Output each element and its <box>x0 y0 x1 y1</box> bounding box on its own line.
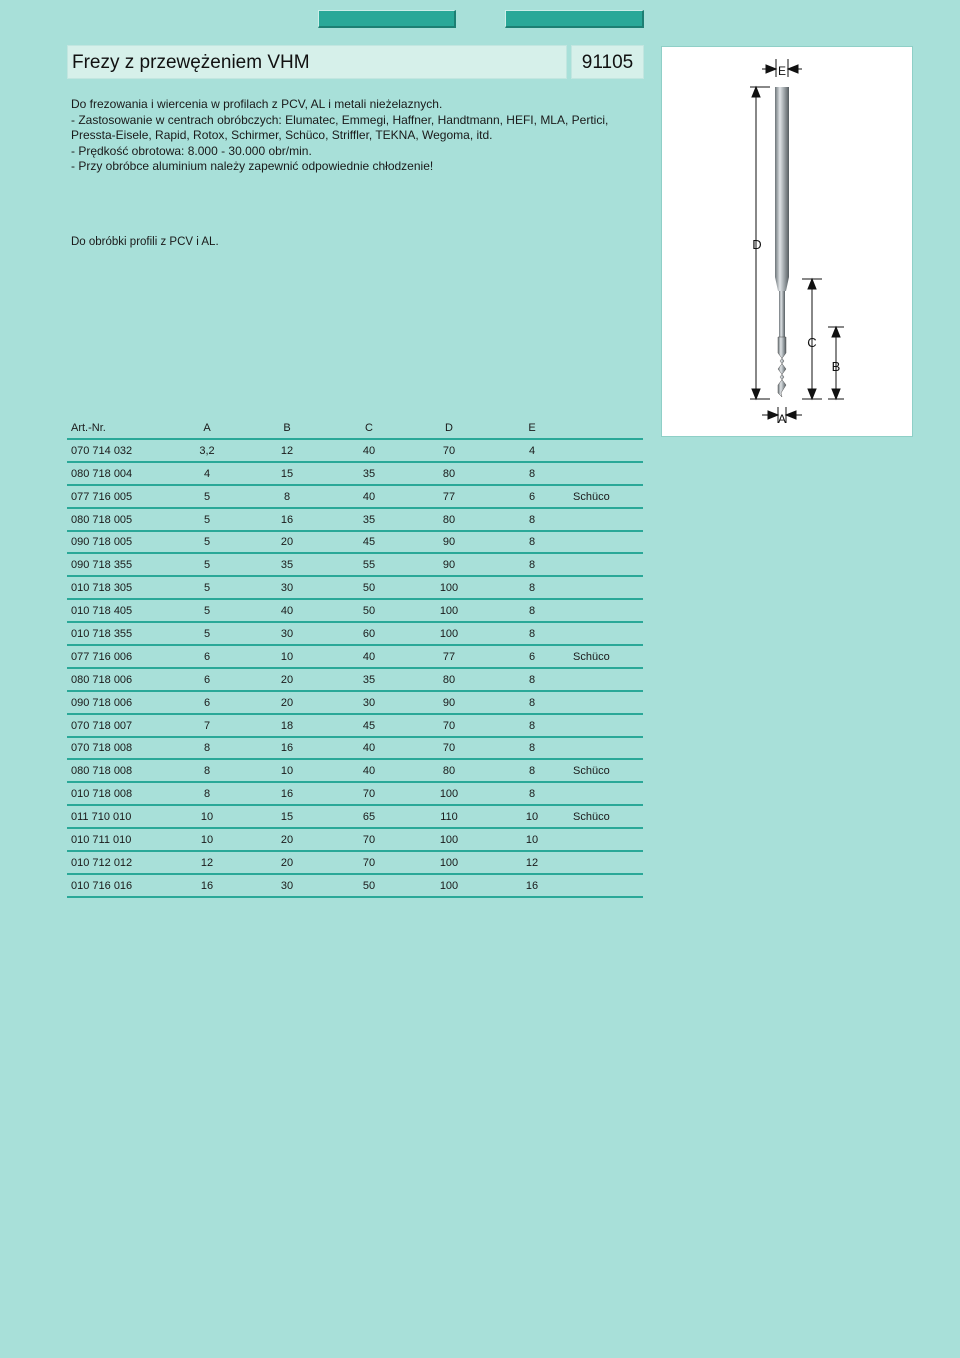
dimension-cell: 18 <box>280 719 294 732</box>
dimension-cell: 40 <box>362 490 376 503</box>
description-line: - Prędkość obrotowa: 8.000 - 30.000 obr/min. <box>71 143 312 158</box>
table-row <box>67 486 643 509</box>
table-row <box>67 783 643 806</box>
note-cell: Schüco <box>573 811 610 824</box>
dimension-cell: 15 <box>280 811 294 824</box>
dimension-cell: 90 <box>442 559 456 572</box>
dimension-cell: 7 <box>203 719 211 732</box>
dimension-cell: 40 <box>280 605 294 618</box>
dimension-cell: 8 <box>528 513 536 526</box>
dimension-cell: 110 <box>440 811 458 824</box>
tool-diagram <box>661 46 913 437</box>
table-row <box>67 738 643 761</box>
label-d: D <box>752 237 762 252</box>
table-row <box>67 692 643 715</box>
dimension-cell: 6 <box>528 490 536 503</box>
dimension-cell: 50 <box>362 605 376 618</box>
table-row <box>67 554 643 577</box>
dimension-cell: 20 <box>280 696 294 709</box>
dimension-cell: 8 <box>528 628 536 641</box>
dimension-cell: 70 <box>442 444 456 457</box>
dimension-cell: 8 <box>528 696 536 709</box>
label-c: C <box>807 335 817 350</box>
dimension-cell: 35 <box>280 559 294 572</box>
dimension-cell: 8 <box>528 788 536 801</box>
table-row <box>67 852 643 875</box>
dimension-cell: 70 <box>442 742 456 755</box>
dimension-cell: 16 <box>280 742 294 755</box>
dimension-cell: 100 <box>439 628 459 641</box>
dimension-cell: 35 <box>362 467 376 480</box>
dimension-cell: 3,2 <box>199 444 215 457</box>
dimension-cell: 8 <box>203 742 211 755</box>
dimension-cell: 8 <box>203 765 211 778</box>
dimension-cell: 6 <box>528 650 536 663</box>
dimension-cell: 70 <box>362 834 376 847</box>
note-cell: Schüco <box>573 490 610 503</box>
dimension-cell: 20 <box>280 834 294 847</box>
dimension-cell: 6 <box>203 650 211 663</box>
dimension-cell: 4 <box>528 444 536 457</box>
dimension-cell: 5 <box>203 513 211 526</box>
dimension-cell: 70 <box>362 856 376 869</box>
dimension-cell: 10 <box>525 811 539 824</box>
article-number: 090 718 005 <box>71 536 133 549</box>
description-line: Pressta-Eisele, Rapid, Rotox, Schirmer, Schüco, Striffler, TEKNA, Wegoma, itd. <box>71 128 493 142</box>
article-number: 077 716 006 <box>71 650 133 663</box>
dimension-cell: 100 <box>439 834 459 847</box>
dimension-cell: 5 <box>203 605 211 618</box>
table-row <box>67 623 643 646</box>
dimension-cell: 8 <box>528 559 536 572</box>
article-number: 090 718 006 <box>71 696 133 709</box>
dimension-cell: 16 <box>200 879 214 892</box>
column-header: E <box>528 422 536 434</box>
dimension-cell: 20 <box>280 856 294 869</box>
column-header: D <box>445 422 453 434</box>
dimension-cell: 100 <box>439 879 459 892</box>
dimension-cell: 90 <box>442 536 456 549</box>
dimension-cell: 8 <box>528 719 536 732</box>
dimension-cell: 40 <box>362 765 376 778</box>
dimension-cell: 70 <box>442 719 456 732</box>
description-line: - Przy obróbce aluminium należy zapewnić odpowiednie chłodzenie! <box>71 159 434 173</box>
dimension-cell: 30 <box>280 582 294 595</box>
dimension-cell: 65 <box>362 811 376 824</box>
table-row <box>67 715 643 738</box>
dimension-cell: 8 <box>528 605 536 618</box>
table-row <box>67 760 643 783</box>
dimension-cell: 30 <box>362 696 376 709</box>
dimension-cell: 45 <box>362 536 376 549</box>
dimension-cell: 60 <box>362 628 376 641</box>
dimension-cell: 10 <box>280 765 294 778</box>
dimension-cell: 40 <box>362 742 376 755</box>
dimension-cell: 16 <box>280 788 294 801</box>
dimension-cell: 35 <box>362 513 376 526</box>
dimension-cell: 50 <box>362 879 376 892</box>
table-row <box>67 646 643 669</box>
article-number: 010 716 016 <box>71 879 133 892</box>
column-header: Art.-Nr. <box>71 422 106 434</box>
top-tab-left[interactable] <box>318 10 456 28</box>
dimension-cell: 6 <box>203 673 211 686</box>
table-header <box>67 421 643 440</box>
dimension-cell: 80 <box>442 513 456 526</box>
article-number: 090 718 355 <box>71 559 133 572</box>
dimension-cell: 5 <box>203 490 211 503</box>
dimension-cell: 5 <box>203 559 211 572</box>
dimension-cell: 8 <box>528 582 536 595</box>
dimension-cell: 100 <box>439 856 459 869</box>
column-header: B <box>283 422 291 434</box>
dimension-cell: 8 <box>528 742 536 755</box>
dimension-cell: 10 <box>200 811 214 824</box>
article-number: 080 718 008 <box>71 765 133 778</box>
dimension-cell: 8 <box>528 536 536 549</box>
dimension-cell: 70 <box>362 788 376 801</box>
dimension-cell: 5 <box>203 582 211 595</box>
dimension-cell: 10 <box>280 650 294 663</box>
description-line: Do frezowania i wiercenia w profilach z PCV, AL i metali nieżelaznych. <box>71 97 443 111</box>
dimension-cell: 5 <box>203 628 211 641</box>
dimension-cell: 10 <box>200 834 214 847</box>
dimension-cell: 45 <box>362 719 376 732</box>
table-row <box>67 875 643 898</box>
article-number: 070 718 007 <box>71 719 133 732</box>
tool-drawing <box>662 47 912 436</box>
dimension-cell: 40 <box>362 650 376 663</box>
dimension-cell: 10 <box>525 834 539 847</box>
article-number: 011 710 010 <box>71 811 132 824</box>
table-row <box>67 532 643 555</box>
article-number: 077 716 005 <box>71 490 133 503</box>
note-cell: Schüco <box>573 650 610 663</box>
article-number: 080 718 005 <box>71 513 133 526</box>
article-number: 070 714 032 <box>71 444 133 457</box>
dimension-cell: 80 <box>442 467 456 480</box>
dimension-cell: 8 <box>203 788 211 801</box>
catalog-code: 91105 <box>571 45 644 79</box>
dimension-cell: 77 <box>442 650 456 663</box>
note-cell: Schüco <box>573 765 610 778</box>
dimension-cell: 80 <box>442 673 456 686</box>
dimension-cell: 12 <box>200 856 214 869</box>
top-tab-right[interactable] <box>505 10 644 28</box>
description <box>71 97 671 175</box>
dimension-cell: 100 <box>439 605 459 618</box>
table-row <box>67 806 643 829</box>
label-b: B <box>831 359 841 374</box>
page-title: Frezy z przewężeniem VHM <box>67 45 567 79</box>
article-number: 010 718 355 <box>71 628 133 641</box>
dimension-cell: 30 <box>280 628 294 641</box>
dimension-cell: 16 <box>280 513 294 526</box>
dimension-cell: 8 <box>528 673 536 686</box>
label-a: A <box>777 412 787 426</box>
tool-body <box>775 87 789 397</box>
dimension-cell: 55 <box>362 559 376 572</box>
dimension-cell: 4 <box>203 467 211 480</box>
dimension-cell: 40 <box>362 444 376 457</box>
table-row <box>67 463 643 486</box>
dimension-cell: 100 <box>439 788 459 801</box>
table-row <box>67 577 643 600</box>
table-row <box>67 509 643 532</box>
dimension-cell: 20 <box>280 536 294 549</box>
article-number: 010 712 012 <box>71 856 133 869</box>
article-number: 080 718 006 <box>71 673 133 686</box>
article-number: 010 718 405 <box>71 605 133 618</box>
dimension-cell: 20 <box>280 673 294 686</box>
dimension-cell: 8 <box>528 765 536 778</box>
dimension-cell: 35 <box>362 673 376 686</box>
article-number: 080 718 004 <box>71 467 133 480</box>
article-number: 070 718 008 <box>71 742 133 755</box>
spec-table <box>67 421 643 898</box>
dimension-cell: 12 <box>280 444 294 457</box>
article-number: 010 711 010 <box>71 834 132 847</box>
dimension-cell: 90 <box>442 696 456 709</box>
dimension-cell: 8 <box>528 467 536 480</box>
dimension-cell: 6 <box>203 696 211 709</box>
article-number: 010 718 305 <box>71 582 133 595</box>
column-header: C <box>365 422 373 434</box>
article-number: 010 718 008 <box>71 788 133 801</box>
dimension-cell: 100 <box>439 582 459 595</box>
dimension-cell: 77 <box>442 490 456 503</box>
dimension-cell: 16 <box>525 879 539 892</box>
dimension-cell: 80 <box>442 765 456 778</box>
dimension-cell: 8 <box>283 490 291 503</box>
description-line: - Zastosowanie w centrach obróbczych: Elumatec, Emmegi, Haffner, Handtmann, HEFI, MLA, Pertici, <box>71 112 609 127</box>
dimension-cell: 30 <box>280 879 294 892</box>
column-header: A <box>203 422 211 434</box>
dimension-cell: 50 <box>362 582 376 595</box>
label-e: E <box>777 64 787 78</box>
table-row <box>67 669 643 692</box>
dimension-cell: 5 <box>203 536 211 549</box>
table-row <box>67 600 643 623</box>
subheading: Do obróbki profili z PCV i AL. <box>71 236 219 248</box>
table-row <box>67 829 643 852</box>
dimension-cell: 12 <box>525 856 539 869</box>
table-row <box>67 440 643 463</box>
dimension-cell: 15 <box>280 467 294 480</box>
